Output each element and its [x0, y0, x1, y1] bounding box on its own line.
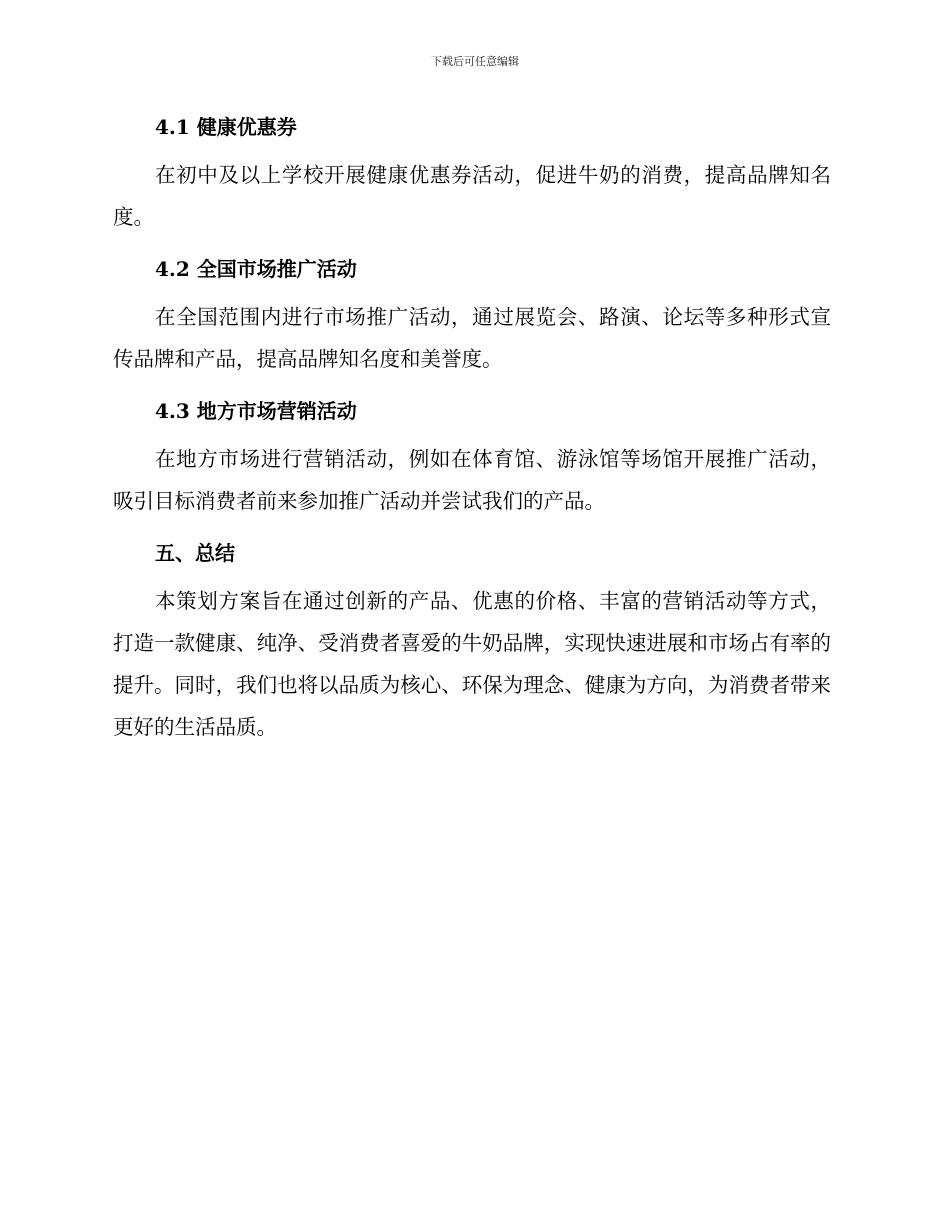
header-note: 下载后可任意编辑	[431, 55, 519, 68]
section-4-2	[113, 248, 831, 380]
section-paragraph: 本策划方案旨在通过创新的产品、优惠的价格、丰富的营销活动等方式，打造一款健康、纯净、受消费者喜爱的牛奶品牌，实现快速进展和市场占有率的提升。同时，我们也将以品质为核心、环保为理念、健康为方向，为消费者带来更好的生活品质。	[113, 589, 831, 739]
section-paragraph: 在地方市场进行营销活动，例如在体育馆、游泳馆等场馆开展推广活动，吸引目标消费者前来参加推广活动并尝试我们的产品。	[113, 447, 831, 513]
section-4-1	[113, 106, 831, 238]
section-paragraph: 在初中及以上学校开展健康优惠券活动，促进牛奶的消费，提高品牌知名度。	[113, 163, 831, 229]
section-paragraph: 在全国范围内进行市场推广活动，通过展览会、路演、论坛等多种形式宣传品牌和产品，提高品牌知名度和美誉度。	[113, 305, 831, 371]
section-4-3	[113, 390, 831, 522]
section-heading: 4.2 全国市场推广活动	[155, 257, 357, 281]
document-body	[113, 106, 831, 758]
section-heading: 4.1 健康优惠券	[155, 115, 297, 139]
section-heading: 五、总结	[155, 541, 235, 565]
section-summary	[113, 532, 831, 748]
section-heading: 4.3 地方市场营销活动	[155, 399, 357, 423]
